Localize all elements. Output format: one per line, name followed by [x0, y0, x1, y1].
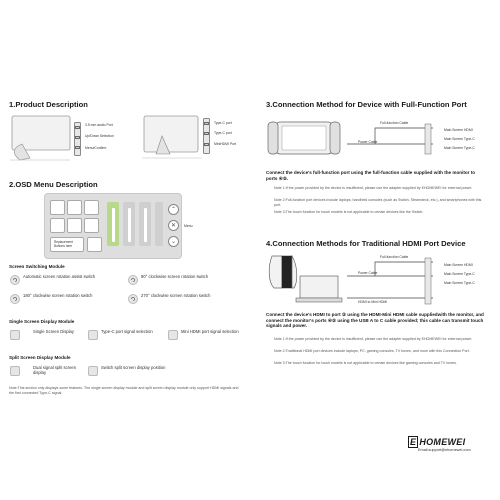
typec-port-1-icon [204, 122, 209, 125]
section3-main-text: Connect the device's full-function port using the full-function cable supplied with the monitor to ports ④⑤. [266, 170, 476, 181]
logo-letter-box: E [410, 437, 417, 447]
typec-port-2-label: Type-C port [214, 131, 232, 135]
typec-signal-icon [88, 330, 98, 340]
s4-cable-label-1: Full-function Cable [380, 255, 409, 259]
monitor-back-illustration [140, 114, 204, 164]
osd-slider-2 [139, 202, 151, 246]
rotate-90-icon [128, 275, 138, 285]
minihdmi-port-icon [204, 143, 209, 146]
single-screen-text: Single Screen Display [33, 329, 74, 334]
hdmi-signal-text: Mini HDMI port signal selection [181, 329, 239, 334]
s3-cable-label-2: Power Cable [358, 140, 378, 144]
switch-split-icon [88, 366, 98, 376]
s3-port-label-1: Main Screen HDMI [444, 128, 473, 132]
typec-signal-text: Type-C port signal selection [101, 329, 153, 334]
switch-split-text: Switch split screen display position [101, 365, 166, 370]
section3-note-2: Note 2:Full-function port devices include laptops, handheld consoles (such as Switch, Steamdeck, etc.), and smartphones with this port. [274, 198, 482, 207]
single-screen-heading: Single Screen Display Module [9, 319, 75, 324]
osd-down-icon: ⌄ [168, 236, 179, 247]
audio-port-icon [75, 126, 80, 129]
auto-rotate-text: Automatic screen rotation assist switch [23, 274, 96, 279]
section4-title: 4.Connection Methods for Traditional HDMI Port Device [266, 239, 466, 248]
section1-title: 1.Product Description [9, 100, 88, 109]
support-email[interactable]: Email:support@ehomewei.com [418, 448, 471, 452]
osd-green-column [107, 202, 119, 246]
s3-port-label-2: Main Screen Type-C [444, 137, 475, 141]
osd-confirm-icon: ✕ [168, 220, 179, 231]
osd-slider-3 [155, 202, 163, 246]
s4-cable-label-2: Power Cable [358, 271, 378, 275]
s3-port-label-3: Main Screen Type-C [444, 146, 475, 150]
osd-split-button [87, 237, 102, 252]
typec-port-1-label: Type-C port [214, 121, 232, 125]
osd-hdmi-button [84, 218, 99, 233]
rotate-90-text: 90° clockwise screen rotation switch [141, 274, 209, 279]
ehomewei-logo [408, 436, 465, 448]
rotate-180-icon [10, 294, 20, 304]
handheld-console-illustration [266, 116, 346, 160]
osd-rotate-90-button [67, 200, 82, 215]
osd-typec-button [67, 218, 82, 233]
osd-up-icon: ⌃ [168, 204, 179, 215]
section4-note-3: Note 3:The touch function for touch models is not applicable to certain devices like gaming consoles and TV boxes. [274, 361, 457, 365]
section3-title: 3.Connection Method for Device with Full-Function Port [266, 100, 467, 109]
menu-button-icon [75, 146, 80, 149]
section3-note-1: Note 1:If the power provided by the device is insufficient, please use the adapter supplied by EHOMEWEI for external power. [274, 186, 473, 190]
typec-port-2-icon [204, 132, 209, 135]
minihdmi-port-label: MiniHDMI Port [214, 142, 237, 146]
section4-note-1: Note 1:If the power provided by the device is insufficient, please use the adapter supplied by EHOMEWEI for external power. [274, 337, 473, 341]
osd-panel [44, 193, 182, 259]
section4-note-2: Note 2:Traditional HDMI port devices include laptops, PC, gaming consoles, TV boxes, and more with this Connection Port. [274, 349, 470, 353]
console-laptop-illustration [266, 252, 350, 308]
section2-note: Note:This section only displays some features. The single screen display module and split screen display module only support HDMI signals and the first connected Type-C signal. [9, 386, 239, 395]
section2-title: 2.OSD Menu Description [9, 180, 98, 189]
updown-button-icon [75, 136, 80, 139]
s4-cable-label-3: HDMI to Mini HDMI [358, 300, 388, 304]
osd-single-screen-button [50, 218, 65, 233]
osd-rotate-180-button [84, 200, 99, 215]
osd-restore-button: Replacement Buttons here [50, 237, 84, 252]
logo-text: HOMEWEI [419, 437, 466, 447]
rotate-270-icon [128, 294, 138, 304]
s4-port-label-2: Main Screen Type-C [444, 272, 475, 276]
s3-cable-label-1: Full-function Cable [380, 121, 409, 125]
menu-confirm-label: Menu/Confirm [85, 146, 107, 150]
auto-rotate-icon [10, 275, 20, 285]
section4-main-text: Connect the device's HDMI to port ③ using the HDMI-Mini HDMI cable suppliedwith the monitor, and connect the monitor's ports ④⑤ using the USB A to C cable provided; this cable can transmit touch signals and power. [266, 312, 484, 329]
dual-split-icon [10, 366, 20, 376]
rotate-270-text: 270° clockwise screen rotation switch [141, 293, 211, 298]
osd-slider-1 [123, 202, 135, 246]
s4-port-label-3: Main Screen Type-C [444, 281, 475, 285]
dual-split-text: Dual signal split screen display [33, 365, 77, 375]
s4-port-label-1: Main Screen HDMI [444, 263, 473, 267]
rotate-180-text: 180° clockwise screen rotation switch [23, 293, 93, 298]
hdmi-signal-icon [168, 330, 178, 340]
split-screen-heading: Split Screen Display Module [9, 355, 71, 360]
osd-menu-label: Menu [184, 224, 193, 228]
screen-switching-heading: Screen Switching Module [9, 264, 65, 269]
monitor-side-illustration [8, 114, 72, 164]
osd-auto-rotate-button [50, 200, 65, 215]
single-screen-icon [10, 330, 20, 340]
section3-note-3: Note 3:The touch function for touch models is not applicable to certain devices like the Switch. [274, 210, 424, 214]
updown-label: Up/Down Selection [85, 134, 114, 138]
audio-port-label: 3.5 mm audio Port [85, 123, 113, 127]
